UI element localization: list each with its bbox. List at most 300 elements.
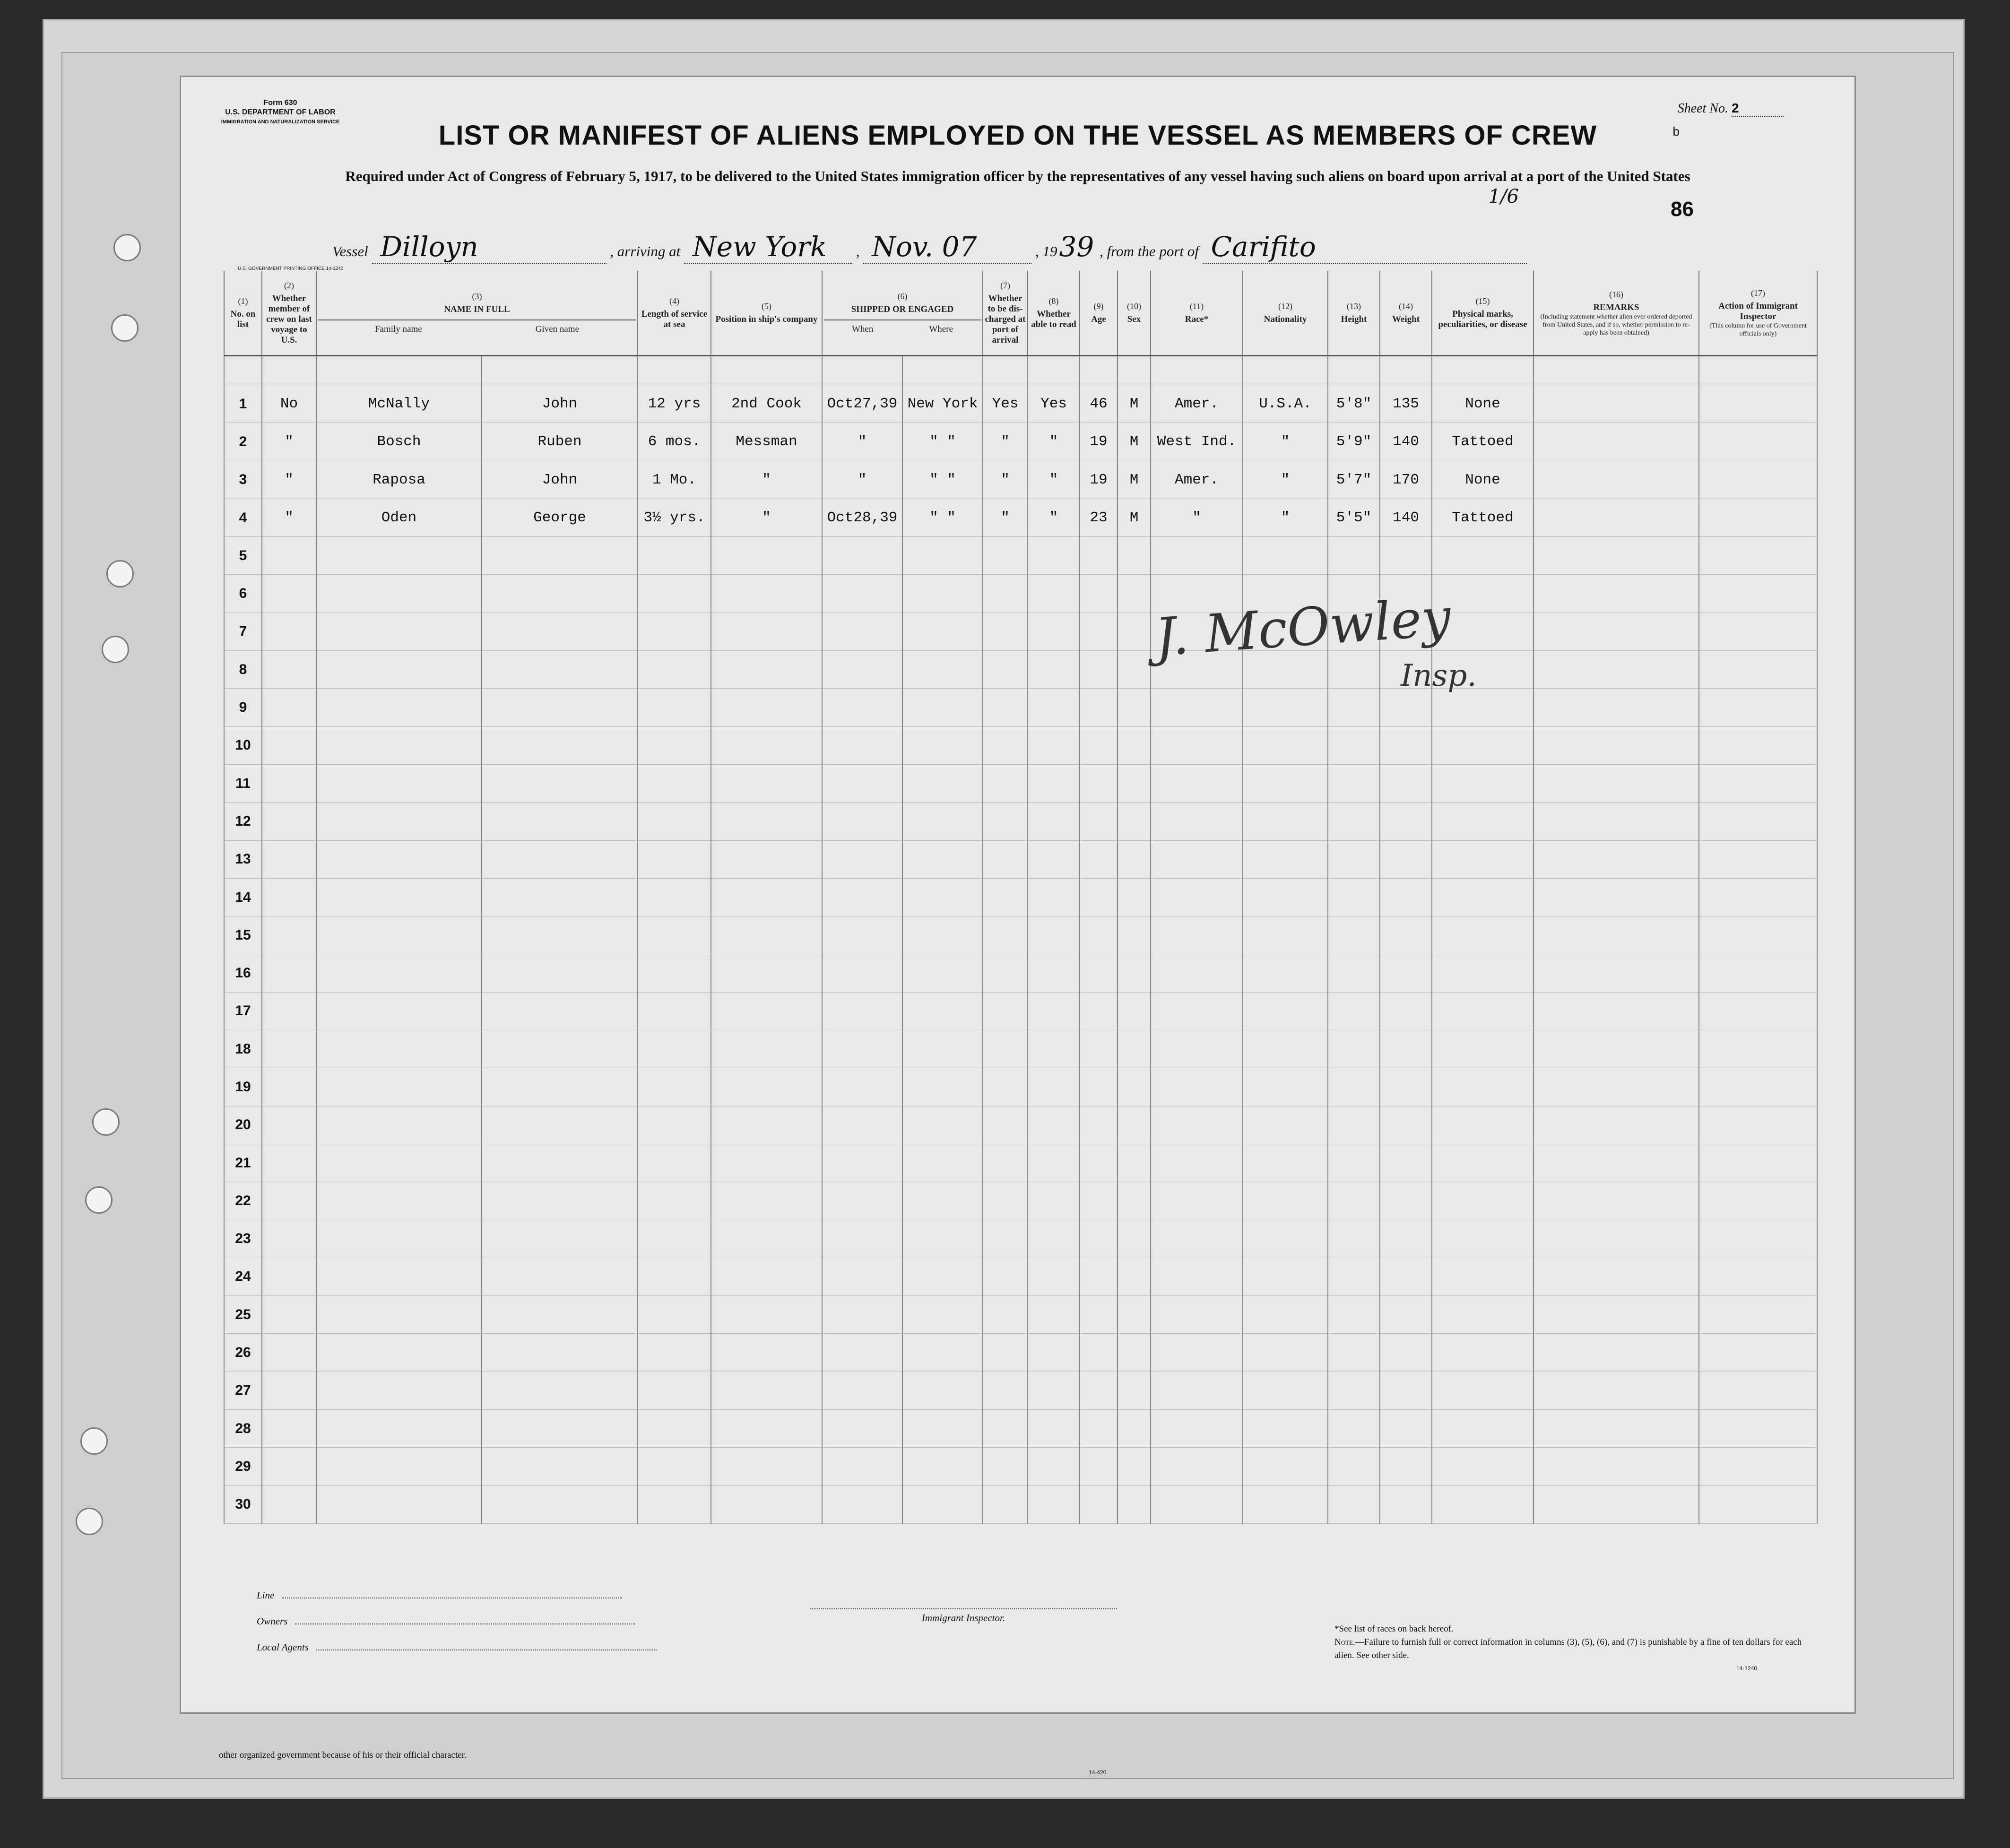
cell-given <box>482 651 638 689</box>
cell-remarks <box>1533 1410 1699 1448</box>
cell-family <box>316 1448 482 1485</box>
cell-no: 22 <box>224 1182 262 1220</box>
cell-family <box>316 1372 482 1409</box>
cell-height: 5'7" <box>1328 461 1380 499</box>
cell-where <box>902 1448 983 1485</box>
cell-position <box>711 689 822 726</box>
cell-action <box>1699 423 1817 461</box>
cell-where <box>902 878 983 916</box>
cell-weight <box>1380 1220 1432 1258</box>
cell-nationality <box>1243 689 1328 726</box>
cell-where <box>902 1372 983 1409</box>
cell-sex <box>1118 1220 1151 1258</box>
cell-given <box>482 1334 638 1372</box>
cell-read <box>1028 803 1080 840</box>
cell-prev <box>262 575 316 613</box>
cell-prev <box>262 1410 316 1448</box>
sheet-number <box>1678 101 1784 117</box>
cell-service: 3½ yrs. <box>638 499 711 536</box>
year-suffix: 39 <box>1059 231 1094 263</box>
cell-sex <box>1118 764 1151 802</box>
cell-where: " " <box>902 499 983 536</box>
cell-sex <box>1118 954 1151 992</box>
footer-fields <box>257 1582 657 1660</box>
cell-age <box>1080 1410 1118 1448</box>
cell-when <box>822 1448 902 1485</box>
cell-action <box>1699 575 1817 613</box>
cell-height <box>1328 1068 1380 1106</box>
table-row <box>224 537 1817 575</box>
cell-service <box>638 840 711 878</box>
cell-height <box>1328 1144 1380 1182</box>
table-row <box>224 1372 1817 1409</box>
cell-height: 5'8" <box>1328 385 1380 423</box>
table-row <box>224 651 1817 689</box>
cell-nationality: U.S.A. <box>1243 385 1328 423</box>
cell-read <box>1028 1258 1080 1295</box>
cell-action <box>1699 1220 1817 1258</box>
col-header-shipped: (6) SHIPPED OR ENGAGED When Where <box>822 271 983 356</box>
cell-age <box>1080 613 1118 650</box>
cell-no: 11 <box>224 764 262 802</box>
subheader-when: When <box>852 324 874 334</box>
cell-where <box>902 1485 983 1523</box>
cell-where <box>902 1144 983 1182</box>
cell-nationality: " <box>1243 423 1328 461</box>
cell-sex <box>1118 1258 1151 1295</box>
cell-height <box>1328 689 1380 726</box>
cell-service <box>638 1372 711 1409</box>
cell-weight <box>1380 1182 1432 1220</box>
cell-action <box>1699 1448 1817 1485</box>
cell-race <box>1151 1220 1243 1258</box>
cell-weight <box>1380 1485 1432 1523</box>
table-row <box>224 954 1817 992</box>
cell-action <box>1699 992 1817 1030</box>
cell-age: 19 <box>1080 423 1118 461</box>
from-label: , from the port of <box>1100 243 1199 259</box>
cell-discharged <box>983 764 1028 802</box>
table-row <box>224 992 1817 1030</box>
cell-sex <box>1118 1068 1151 1106</box>
binder-hole <box>111 314 139 342</box>
cell-remarks <box>1533 1448 1699 1485</box>
vessel-label: Vessel <box>332 243 368 259</box>
cell-height <box>1328 1106 1380 1144</box>
page-subtitle: Required under Act of Congress of February 5, 1917, to be delivered to the United States immigration officer by the representatives of any vessel having such aliens on board upon arrival at a port of the United States <box>345 168 1690 184</box>
cell-race <box>1151 1030 1243 1068</box>
cell-age <box>1080 1372 1118 1409</box>
arrival-date: Nov. 07 <box>863 231 1031 264</box>
cell-age <box>1080 1106 1118 1144</box>
cell-action <box>1699 1144 1817 1182</box>
cell-prev <box>262 613 316 650</box>
cell-weight <box>1380 1106 1432 1144</box>
cell-remarks <box>1533 1485 1699 1523</box>
arriving-label: , arriving at <box>610 243 681 259</box>
binder-hole <box>80 1427 108 1455</box>
cell-remarks <box>1533 689 1699 726</box>
cell-action <box>1699 1334 1817 1372</box>
cell-race <box>1151 1258 1243 1295</box>
cell-action <box>1699 916 1817 954</box>
cell-position <box>711 1485 822 1523</box>
manifest-sheet <box>180 76 1856 1776</box>
cell-service <box>638 764 711 802</box>
cell-race <box>1151 992 1243 1030</box>
cell-family <box>316 992 482 1030</box>
sheet-label: Sheet No. <box>1677 101 1728 116</box>
cell-given <box>482 575 638 613</box>
cell-service <box>638 1106 711 1144</box>
cell-given <box>482 1296 638 1334</box>
cell-prev <box>262 726 316 764</box>
cell-discharged <box>983 726 1028 764</box>
cell-where <box>902 726 983 764</box>
cell-no: 15 <box>224 916 262 954</box>
table-row <box>224 878 1817 916</box>
cell-service <box>638 1068 711 1106</box>
cell-prev <box>262 954 316 992</box>
cell-no: 28 <box>224 1410 262 1448</box>
cell-remarks <box>1533 1220 1699 1258</box>
cell-remarks <box>1533 764 1699 802</box>
cell-service <box>638 651 711 689</box>
cell-service <box>638 1182 711 1220</box>
cell-race: Amer. <box>1151 385 1243 423</box>
cell-where <box>902 992 983 1030</box>
table-row <box>224 1410 1817 1448</box>
cell-given <box>482 1220 638 1258</box>
cell-sex <box>1118 1448 1151 1485</box>
cell-service <box>638 1030 711 1068</box>
cell-given: John <box>482 461 638 499</box>
table-row <box>224 1485 1817 1523</box>
footer-note <box>1334 1623 1807 1662</box>
cell-prev <box>262 689 316 726</box>
cell-action <box>1699 764 1817 802</box>
cell-prev <box>262 840 316 878</box>
table-row <box>224 1448 1817 1485</box>
vessel-name: Dilloyn <box>372 231 606 264</box>
cell-weight <box>1380 916 1432 954</box>
cell-weight <box>1380 764 1432 802</box>
cell-race <box>1151 840 1243 878</box>
cell-height <box>1328 1030 1380 1068</box>
cell-family <box>316 575 482 613</box>
cell-height <box>1328 1334 1380 1372</box>
cell-position <box>711 1258 822 1295</box>
cell-action <box>1699 1182 1817 1220</box>
cell-no: 27 <box>224 1372 262 1409</box>
cell-nationality <box>1243 954 1328 992</box>
cell-weight <box>1380 1068 1432 1106</box>
cell-discharged <box>983 916 1028 954</box>
cell-sex <box>1118 1144 1151 1182</box>
cell-service <box>638 726 711 764</box>
cell-age <box>1080 1448 1118 1485</box>
cell-remarks <box>1533 499 1699 536</box>
cell-where <box>902 764 983 802</box>
cell-sex <box>1118 992 1151 1030</box>
cell-when <box>822 1106 902 1144</box>
cell-prev <box>262 1106 316 1144</box>
cell-age <box>1080 1068 1118 1106</box>
cell-sex <box>1118 1296 1151 1334</box>
col-header-sex: (10) Sex <box>1118 271 1151 356</box>
cell-given <box>482 992 638 1030</box>
cell-discharged <box>983 537 1028 575</box>
cell-given <box>482 803 638 840</box>
cell-marks <box>1432 1106 1533 1144</box>
binder-hole <box>102 636 129 663</box>
cell-race <box>1151 1410 1243 1448</box>
cell-given <box>482 726 638 764</box>
cell-family <box>316 1334 482 1372</box>
cell-nationality <box>1243 840 1328 878</box>
cell-marks <box>1432 764 1533 802</box>
cell-where <box>902 1258 983 1295</box>
cell-nationality <box>1243 1448 1328 1485</box>
note-label: Note. <box>1334 1637 1355 1647</box>
cell-position <box>711 1182 822 1220</box>
cell-family <box>316 689 482 726</box>
cell-position <box>711 1144 822 1182</box>
cell-when <box>822 651 902 689</box>
cell-discharged <box>983 1410 1028 1448</box>
cell-no: 21 <box>224 1144 262 1182</box>
cell-service: 12 yrs <box>638 385 711 423</box>
cell-position <box>711 1220 822 1258</box>
cell-given <box>482 840 638 878</box>
cell-age <box>1080 916 1118 954</box>
cell-no: 1 <box>224 385 262 423</box>
cell-action <box>1699 1030 1817 1068</box>
cell-nationality <box>1243 916 1328 954</box>
cell-action <box>1699 689 1817 726</box>
cell-marks <box>1432 1296 1533 1334</box>
cell-no: 23 <box>224 1220 262 1258</box>
cell-family <box>316 1030 482 1068</box>
cell-no: 4 <box>224 499 262 536</box>
cell-read: Yes <box>1028 385 1080 423</box>
cell-age: 23 <box>1080 499 1118 536</box>
cell-weight <box>1380 840 1432 878</box>
col-header-marks: (15) Physical marks, peculiarities, or disease <box>1432 271 1533 356</box>
cell-prev <box>262 803 316 840</box>
cell-position <box>711 1334 822 1372</box>
cell-family <box>316 726 482 764</box>
cell-read <box>1028 878 1080 916</box>
cell-race <box>1151 803 1243 840</box>
page-number-handwritten: 1/6 <box>1488 186 1519 207</box>
cell-given: John <box>482 385 638 423</box>
cell-position <box>711 537 822 575</box>
binder-hole <box>92 1108 120 1136</box>
cell-given <box>482 537 638 575</box>
cell-remarks <box>1533 423 1699 461</box>
cell-service <box>638 1144 711 1182</box>
cell-given <box>482 1258 638 1295</box>
cell-marks <box>1432 878 1533 916</box>
cell-sex <box>1118 575 1151 613</box>
cell-service <box>638 1296 711 1334</box>
cell-marks: Tattoed <box>1432 499 1533 536</box>
cell-when <box>822 1144 902 1182</box>
cell-when: Oct27,39 <box>822 385 902 423</box>
cell-when: " <box>822 461 902 499</box>
cell-given <box>482 1106 638 1144</box>
table-row <box>224 461 1817 499</box>
cell-family <box>316 537 482 575</box>
table-row <box>224 803 1817 840</box>
cell-position <box>711 992 822 1030</box>
cell-discharged: Yes <box>983 385 1028 423</box>
cell-race <box>1151 1372 1243 1409</box>
cell-sex: M <box>1118 423 1151 461</box>
cell-nationality <box>1243 1220 1328 1258</box>
cell-discharged: " <box>983 499 1028 536</box>
cell-given <box>482 1448 638 1485</box>
cell-family <box>316 840 482 878</box>
cell-position: Messman <box>711 423 822 461</box>
cell-weight: 140 <box>1380 499 1432 536</box>
cell-marks <box>1432 1030 1533 1068</box>
cell-discharged <box>983 1030 1028 1068</box>
cell-where <box>902 840 983 878</box>
cell-age <box>1080 954 1118 992</box>
cell-discharged <box>983 575 1028 613</box>
cell-service <box>638 1220 711 1258</box>
cell-discharged <box>983 1144 1028 1182</box>
cell-action <box>1699 726 1817 764</box>
cell-height <box>1328 1372 1380 1409</box>
cell-height: 5'9" <box>1328 423 1380 461</box>
cell-service <box>638 1410 711 1448</box>
cell-race <box>1151 1144 1243 1182</box>
cell-sex <box>1118 916 1151 954</box>
cell-service <box>638 1258 711 1295</box>
cell-position <box>711 726 822 764</box>
cell-discharged <box>983 689 1028 726</box>
cell-when <box>822 878 902 916</box>
cell-sex <box>1118 1106 1151 1144</box>
cell-height <box>1328 992 1380 1030</box>
cell-family <box>316 764 482 802</box>
cell-weight: 140 <box>1380 423 1432 461</box>
cell-read <box>1028 651 1080 689</box>
cell-no: 9 <box>224 689 262 726</box>
cell-action <box>1699 461 1817 499</box>
cell-sex <box>1118 1372 1151 1409</box>
cell-remarks <box>1533 1144 1699 1182</box>
printer-line: U.S. GOVERNMENT PRINTING OFFICE 14-1240 <box>238 266 344 271</box>
cell-read <box>1028 1410 1080 1448</box>
cell-height <box>1328 916 1380 954</box>
crew-table-wrapper <box>224 271 1817 1556</box>
cell-weight <box>1380 1334 1432 1372</box>
cell-discharged <box>983 1068 1028 1106</box>
cell-weight <box>1380 1372 1432 1409</box>
cell-sex <box>1118 726 1151 764</box>
cell-family <box>316 1410 482 1448</box>
owners-label: Owners <box>257 1615 288 1627</box>
cell-nationality <box>1243 992 1328 1030</box>
cell-sex <box>1118 1030 1151 1068</box>
cell-prev <box>262 764 316 802</box>
cell-age <box>1080 1144 1118 1182</box>
cell-given: Ruben <box>482 423 638 461</box>
cell-position: 2nd Cook <box>711 385 822 423</box>
cell-when <box>822 1410 902 1448</box>
cell-prev <box>262 651 316 689</box>
cell-no: 18 <box>224 1030 262 1068</box>
cell-age: 19 <box>1080 461 1118 499</box>
cell-action <box>1699 803 1817 840</box>
cell-discharged <box>983 1182 1028 1220</box>
binder-hole <box>85 1186 113 1214</box>
cell-weight: 170 <box>1380 461 1432 499</box>
cell-race <box>1151 764 1243 802</box>
cell-race <box>1151 1106 1243 1144</box>
cell-family <box>316 1220 482 1258</box>
cell-given <box>482 916 638 954</box>
cell-read <box>1028 1372 1080 1409</box>
cell-marks <box>1432 1220 1533 1258</box>
cell-position <box>711 803 822 840</box>
cell-no: 3 <box>224 461 262 499</box>
cell-prev: " <box>262 461 316 499</box>
cell-when <box>822 764 902 802</box>
department-name: U.S. DEPARTMENT OF LABOR <box>225 108 336 116</box>
cell-action <box>1699 878 1817 916</box>
cell-position <box>711 954 822 992</box>
cell-prev <box>262 1182 316 1220</box>
cell-nationality <box>1243 1106 1328 1144</box>
cell-sex <box>1118 613 1151 650</box>
cell-no: 25 <box>224 1296 262 1334</box>
cell-nationality <box>1243 1182 1328 1220</box>
cell-read <box>1028 613 1080 650</box>
table-row <box>224 764 1817 802</box>
table-row <box>224 1144 1817 1182</box>
year-prefix: , 19 <box>1035 243 1057 259</box>
cell-prev <box>262 878 316 916</box>
cell-given <box>482 954 638 992</box>
cell-when <box>822 726 902 764</box>
cell-read <box>1028 992 1080 1030</box>
cell-age <box>1080 1258 1118 1295</box>
sheet-no-value: 2 <box>1732 101 1784 117</box>
cell-service <box>638 1448 711 1485</box>
cell-prev: " <box>262 499 316 536</box>
cell-prev <box>262 1030 316 1068</box>
cell-when <box>822 1485 902 1523</box>
cell-sex <box>1118 537 1151 575</box>
cell-service <box>638 537 711 575</box>
vessel-line: Vessel Dilloyn , arriving at New York , Nov. 07 , 1939 , from the port of Carifito <box>332 231 1527 264</box>
cell-service <box>638 803 711 840</box>
cell-race <box>1151 1334 1243 1372</box>
cell-weight <box>1380 1410 1432 1448</box>
cell-read <box>1028 1182 1080 1220</box>
table-row <box>224 1182 1817 1220</box>
cell-height <box>1328 537 1380 575</box>
cell-action <box>1699 537 1817 575</box>
col-header-remarks: (16) REMARKS (Including statement whether alien ever ordered deported from United States, and if so, whether permission to re-apply has been obtained) <box>1533 271 1699 356</box>
cell-marks <box>1432 1068 1533 1106</box>
cell-family <box>316 1296 482 1334</box>
